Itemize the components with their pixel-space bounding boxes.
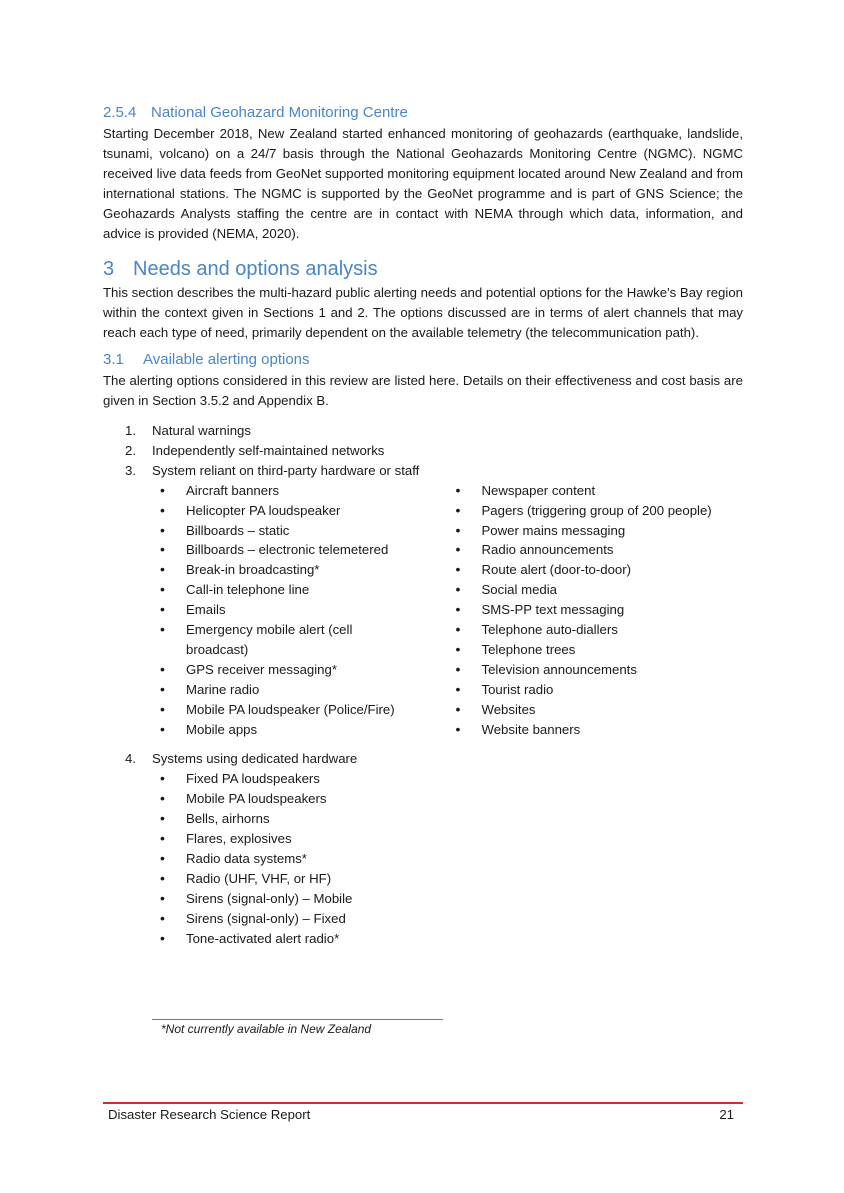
third-party-right-list	[448, 481, 744, 740]
third-party-left-list	[103, 481, 448, 740]
list-item: • Radio data systems*	[152, 849, 743, 869]
list-item: • Website banners	[448, 720, 744, 740]
section-number: 2.5.4	[103, 104, 137, 121]
list-item: • Power mains messaging	[448, 521, 744, 541]
list-item: • Emergency mobile alert (cell broadcast)	[152, 620, 448, 660]
list-item: • Bells, airhorns	[152, 809, 743, 829]
section-number: 3.1	[103, 351, 124, 369]
list-number: 1.	[125, 422, 136, 438]
list-item	[103, 461, 743, 481]
section-title: Available alerting options	[143, 351, 310, 369]
dedicated-hardware-list	[103, 769, 743, 948]
list-item: • Billboards – static	[152, 521, 448, 541]
list-label: Natural warnings	[152, 422, 251, 438]
list-item: • Television announcements	[448, 660, 744, 680]
list-item: • Websites	[448, 700, 744, 720]
list-number: 3.	[125, 462, 136, 478]
list-item	[103, 749, 743, 769]
section-3-1-heading	[103, 349, 743, 371]
list-item	[103, 441, 743, 461]
footnote: *Not currently available in New Zealand	[161, 1022, 372, 1036]
list-item: • Billboards – electronic telemetered	[152, 540, 448, 560]
list-item: • Tone-activated alert radio*	[152, 929, 743, 949]
list-item: • SMS-PP text messaging	[448, 600, 744, 620]
list-item: • Sirens (signal-only) – Mobile	[152, 889, 743, 909]
list-label: Systems using dedicated hardware	[152, 751, 358, 767]
third-party-options-columns	[103, 481, 743, 740]
list-item: • Mobile PA loudspeakers	[152, 789, 743, 809]
list-number: 4.	[125, 751, 136, 767]
section-3-1-paragraph: The alerting options considered in this review are listed here. Details on their effectiveness and cost basis are given in Section 3.5.2 and Appendix B.	[103, 373, 743, 409]
list-item: • Flares, explosives	[152, 829, 743, 849]
list-number: 2.	[125, 442, 136, 458]
list-item: • Helicopter PA loudspeaker	[152, 501, 448, 521]
section-number: 3	[103, 258, 115, 281]
list-item: • Tourist radio	[448, 680, 744, 700]
list-item: • Break-in broadcasting*	[152, 560, 448, 580]
list-item: • Telephone trees	[448, 640, 744, 660]
list-item: • Fixed PA loudspeakers	[152, 769, 743, 789]
footer-rule	[103, 1102, 743, 1104]
list-item: • Mobile PA loudspeaker (Police/Fire)	[152, 700, 448, 720]
list-item: • Radio announcements	[448, 540, 744, 560]
section-3-heading	[103, 255, 743, 283]
list-item: • Pagers (triggering group of 200 people)	[448, 501, 744, 521]
list-item: • GPS receiver messaging*	[152, 660, 448, 680]
list-item: • Emails	[152, 600, 448, 620]
list-item: • Radio (UHF, VHF, or HF)	[152, 869, 743, 889]
footer-page-number: 21	[719, 1107, 734, 1122]
page-content	[103, 102, 743, 949]
section-title: Needs and options analysis	[133, 258, 378, 281]
list-label: System reliant on third-party hardware or staff	[152, 462, 420, 478]
section-2-5-4-paragraph: Starting December 2018, New Zealand started enhanced monitoring of geohazards (earthquake, landslide, tsunami, volcano) on a 24/7 basis through the National Geohazards Monitoring Centre (NGMC). NGMC received live data feeds from GeoNet supported monitoring equipment located around New Zealand and from international stations. The NGMC is supported by the GeoNet programme and is part of GNS Science; the Geohazards Analysts staffing the centre are in contact with NEMA through which data, information, and advice is provided (NEMA, 2020).	[103, 126, 743, 241]
list-item: • Social media	[448, 580, 744, 600]
list-item: • Mobile apps	[152, 720, 448, 740]
list-item: • Call-in telephone line	[152, 580, 448, 600]
options-list	[103, 421, 743, 949]
footer-report-name: Disaster Research Science Report	[108, 1107, 311, 1122]
list-item: • Telephone auto-diallers	[448, 620, 744, 640]
list-item: • Marine radio	[152, 680, 448, 700]
section-2-5-4-heading	[103, 102, 743, 124]
list-label: Independently self-maintained networks	[152, 442, 385, 458]
list-item: • Route alert (door-to-door)	[448, 560, 744, 580]
list-item: • Sirens (signal-only) – Fixed	[152, 909, 743, 929]
list-item	[103, 421, 743, 441]
footnote-separator	[152, 1019, 443, 1020]
section-3-paragraph: This section describes the multi-hazard public alerting needs and potential options for the Hawke's Bay region within the context given in Sections 1 and 2. The options discussed are in terms of alert channels that may reach each type of need, primarily dependent on the available telemetry (the telecommunication path).	[103, 285, 743, 341]
section-title: National Geohazard Monitoring Centre	[151, 104, 408, 121]
list-item: • Aircraft banners	[152, 481, 448, 501]
list-item: • Newspaper content	[448, 481, 744, 501]
